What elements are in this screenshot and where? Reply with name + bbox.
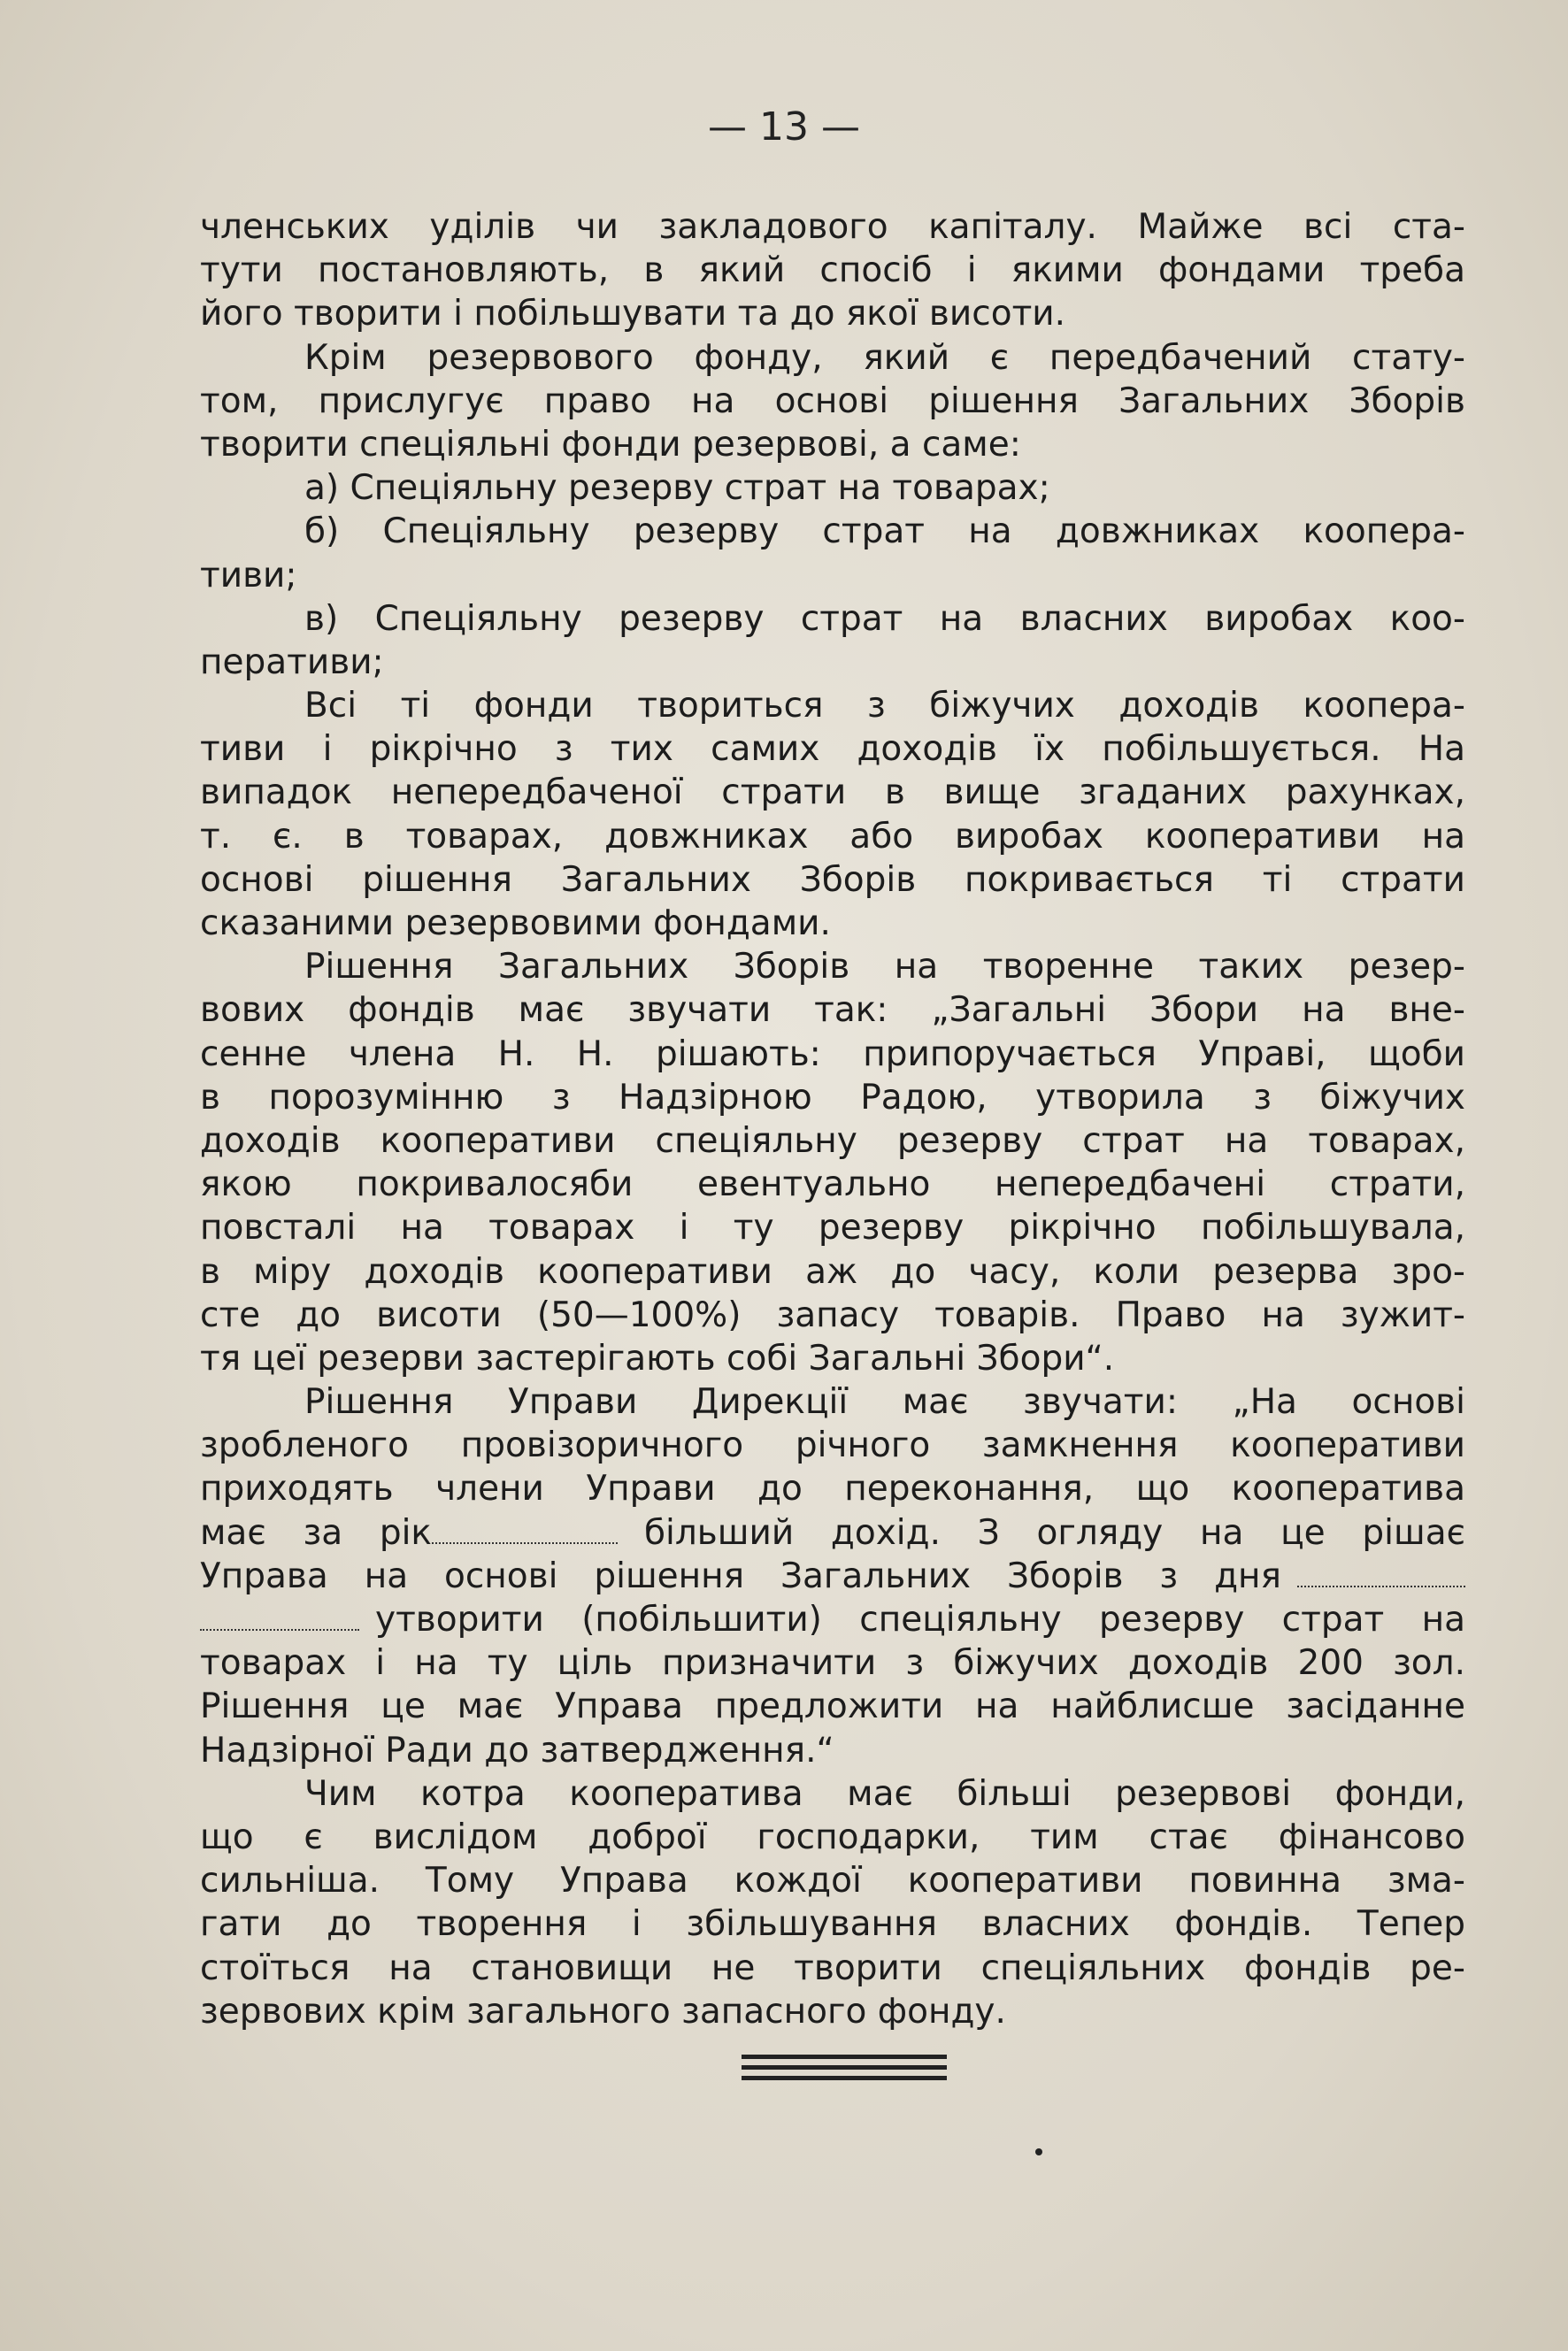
text-line: сильніша. Тому Управа кождої кооперативи повинна зма- <box>200 1861 1465 1902</box>
text-line: том, прислугує право на основі рішення Загальних Зборів <box>200 380 1465 421</box>
divider-rule <box>742 2065 947 2070</box>
text-line: сенне члена Н. Н. рішають: припоручається Управі, щоби <box>200 1033 1465 1074</box>
text-fragment: має за рік <box>200 1512 432 1553</box>
text-line <box>200 1555 1465 1598</box>
text-line: повсталі на товарах і ту резерву рікрічно побільшувала, <box>200 1208 1465 1248</box>
text-line: доходів кооперативи спеціяльну резерву страт на товарах, <box>200 1120 1465 1161</box>
text-line <box>200 1511 1465 1555</box>
text-line: вових фондів має звучати так: „Загальні Збори на вне- <box>200 990 1465 1031</box>
list-item: а) Спеціяльну резерву страт на товарах; <box>304 468 1050 509</box>
text-line: випадок непередбаченої страти в вище згаданих рахунках, <box>200 772 1465 813</box>
list-item: б) Спеціяльну резерву страт на довжниках коопера- <box>304 511 1465 552</box>
text-fragment: Управа на основі рішення Загальних Зборів з дня <box>200 1556 1281 1596</box>
text-line: членських уділів чи закладового капіталу. Майже всі ста- <box>200 207 1465 247</box>
text-line: приходять члени Управи до переконання, що кооператива <box>200 1469 1465 1510</box>
text-line: Чим котра кооператива має більші резервові фонди, <box>304 1773 1465 1814</box>
text-line: творити спеціяльні фонди резервові, а саме: <box>200 424 1021 465</box>
page-number: — 13 — <box>708 104 860 150</box>
text-line: тути постановляють, в який спосіб і якими фондами треба <box>200 250 1465 291</box>
text-line: що є вислідом доброї господарки, тим стає фінансово <box>200 1817 1465 1857</box>
list-item: в) Спеціяльну резерву страт на власних виробах коо- <box>304 598 1465 639</box>
text-line: Всі ті фонди твориться з біжучих доходів коопера- <box>304 686 1465 726</box>
text-line: Рішення Загальних Зборів на творенне таких резер- <box>304 947 1465 987</box>
text-line: гати до творення і збільшування власних фондів. Тепер <box>200 1904 1465 1945</box>
text-fragment: утворити (побільшити) спеціяльну резерву страт на <box>375 1600 1465 1640</box>
text-line: зробленого провізоричного річного замкнення кооперативи <box>200 1425 1465 1466</box>
text-line: т. є. в товарах, довжниках або виробах кооперативи на <box>200 816 1465 857</box>
text-line: сте до висоти (50—100%) запасу товарів. Право на зужит- <box>200 1295 1465 1335</box>
fill-in-blank <box>200 1604 359 1631</box>
text-fragment: більший дохід. З огляду на це рішає <box>643 1512 1465 1553</box>
text-line: Надзірної Ради до затвердження.“ <box>200 1730 834 1771</box>
text-line: Рішення це має Управа предложити на найблисше засіданне <box>200 1686 1465 1727</box>
text-line <box>200 1598 1465 1641</box>
section-divider <box>742 2055 947 2086</box>
body-text <box>200 205 1465 2033</box>
divider-rule <box>742 2076 947 2080</box>
text-line: якою покривалосяби евентуально непередбачені страти, <box>200 1164 1465 1205</box>
text-line: тиви; <box>200 555 297 595</box>
text-line: Рішення Управи Дирекції має звучати: „На основі <box>304 1382 1465 1423</box>
divider-rule <box>742 2055 947 2059</box>
text-line: в порозумінню з Надзірною Радою, утворила з біжучих <box>200 1077 1465 1118</box>
text-line: тиви і рікрічно з тих самих доходів їх побільшується. На <box>200 729 1465 770</box>
text-line: основі рішення Загальних Зборів покривається ті страти <box>200 859 1465 900</box>
ink-dot <box>1035 2148 1042 2155</box>
text-line: зервових крім загального запасного фонду. <box>200 1991 1006 2032</box>
fill-in-blank <box>1297 1561 1465 1587</box>
fill-in-blank <box>432 1517 618 1544</box>
text-line: Крім резервового фонду, який є передбачений стату- <box>304 337 1465 378</box>
text-line: в міру доходів кооперативи аж до часу, коли резерва зро- <box>200 1251 1465 1292</box>
text-line: тя цеї резерви застерігають собі Загальні Збори“. <box>200 1338 1115 1379</box>
text-line: сказаними резервовими фондами. <box>200 903 831 943</box>
text-line: товарах і на ту ціль призначити з біжучих доходів 200 зол. <box>200 1643 1465 1684</box>
text-line: стоїться на становищи не творити спеціяльних фондів ре- <box>200 1948 1465 1988</box>
text-line: перативи; <box>200 642 384 682</box>
text-line: його творити і побільшувати та до якої висоти. <box>200 294 1066 334</box>
